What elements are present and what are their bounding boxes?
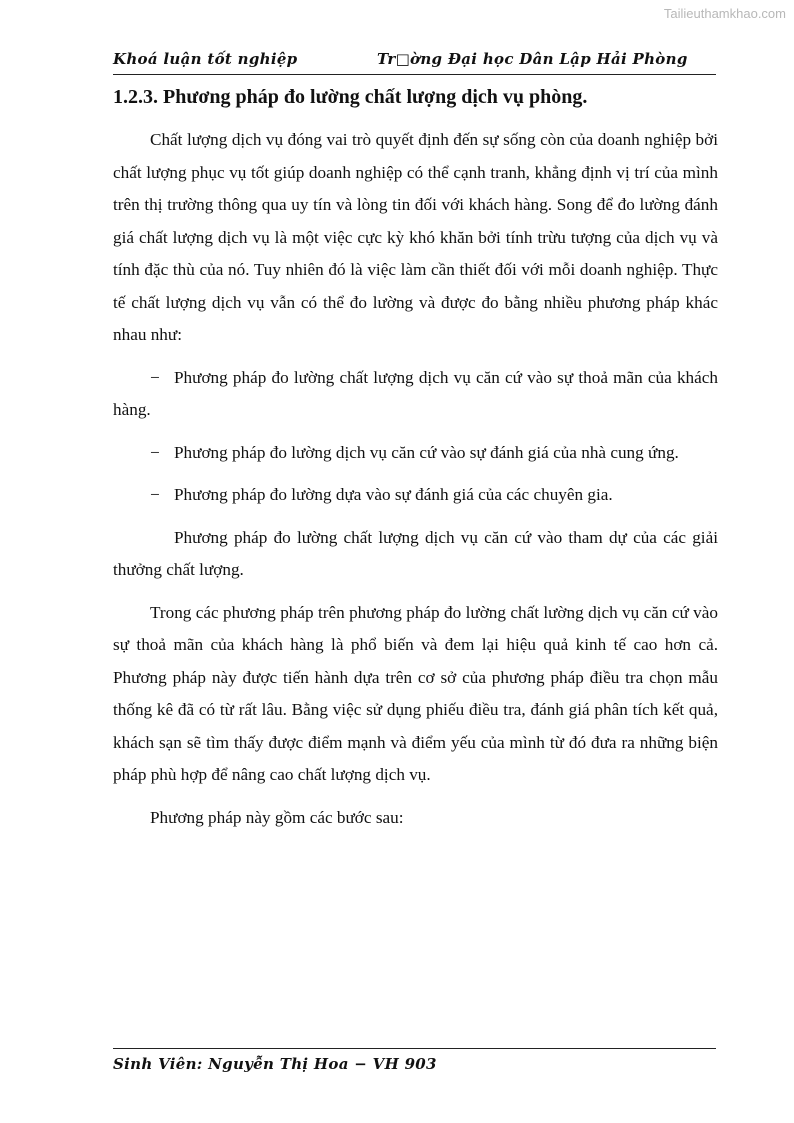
dash-bullet: − [150, 485, 160, 504]
watermark: Tailieuthamkhao.com [663, 6, 786, 21]
steps-intro-paragraph: Phương pháp này gồm các bước sau: [150, 807, 404, 827]
page-header [113, 50, 716, 75]
intro-paragraph: Chất lượng dịch vụ đóng vai trò quyết định đến sự sống còn của doanh nghiệp bởi chất lượng phục vụ tốt giúp doanh nghiệp có thể cạnh tranh, khẳng định vị trí của mình trên thị trường thông qua uy tín và lòng tin đối với khách hàng. Song để đo lường đánh giá chất lượng dịch vụ là một việc cực kỳ khó khăn bởi tính trừu tượng của dịch vụ và tính đặc thù của nó. Tuy nhiên đó là việc làm cần thiết đối với mỗi doanh nghiệp. Thực tế chất lượng dịch vụ vẫn có thể đo lường và được đo bằng nhiều phương pháp khác nhau như: [113, 130, 718, 344]
list-item [113, 437, 718, 470]
document-body [113, 124, 718, 844]
section-title: 1.2.3. Phương pháp đo lường chất lượng dịch vụ phòng. [113, 86, 588, 108]
list-item-text: Phương pháp đo lường dựa vào sự đánh giá của các chuyên gia. [174, 485, 613, 504]
list-item [113, 362, 718, 427]
header-thesis-label: Khoá luận tốt nghiệp [113, 50, 298, 68]
dash-bullet: − [150, 367, 160, 387]
page-footer [113, 1048, 716, 1074]
list-item-text: Phương pháp đo lường dịch vụ căn cứ vào sự đánh giá của nhà cung ứng. [174, 442, 679, 462]
header-university-name: Tr□ờng Đại học Dân Lập Hải Phòng [377, 50, 688, 68]
methods-list [113, 362, 718, 512]
list-item [113, 479, 718, 512]
dash-bullet: − [150, 442, 160, 462]
awards-paragraph: Phương pháp đo lường chất lượng dịch vụ căn cứ vào tham dự của các giải thưởng chất lượng. [113, 527, 718, 579]
list-item-text: Phương pháp đo lường chất lượng dịch vụ căn cứ vào sự thoả mãn của khách hàng. [113, 367, 718, 419]
footer-student-info: Sinh Viên: Nguyễn Thị Hoa − VH 903 [113, 1055, 437, 1073]
discussion-paragraph: Trong các phương pháp trên phương pháp đo lường chất lường dịch vụ căn cứ vào sự thoả mãn của khách hàng là phổ biến và đem lại hiệu quả kinh tế cao hơn cả. Phương pháp này được tiến hành dựa trên cơ sở của phương pháp điều tra chọn mẫu thống kê đã có từ rất lâu. Bằng việc sử dụng phiếu điều tra, đánh giá phân tích kết quả, khách sạn sẽ tìm thấy được điểm mạnh và điểm yếu của mình từ đó đưa ra những biện pháp phù hợp để nâng cao chất lượng dịch vụ. [113, 602, 718, 784]
